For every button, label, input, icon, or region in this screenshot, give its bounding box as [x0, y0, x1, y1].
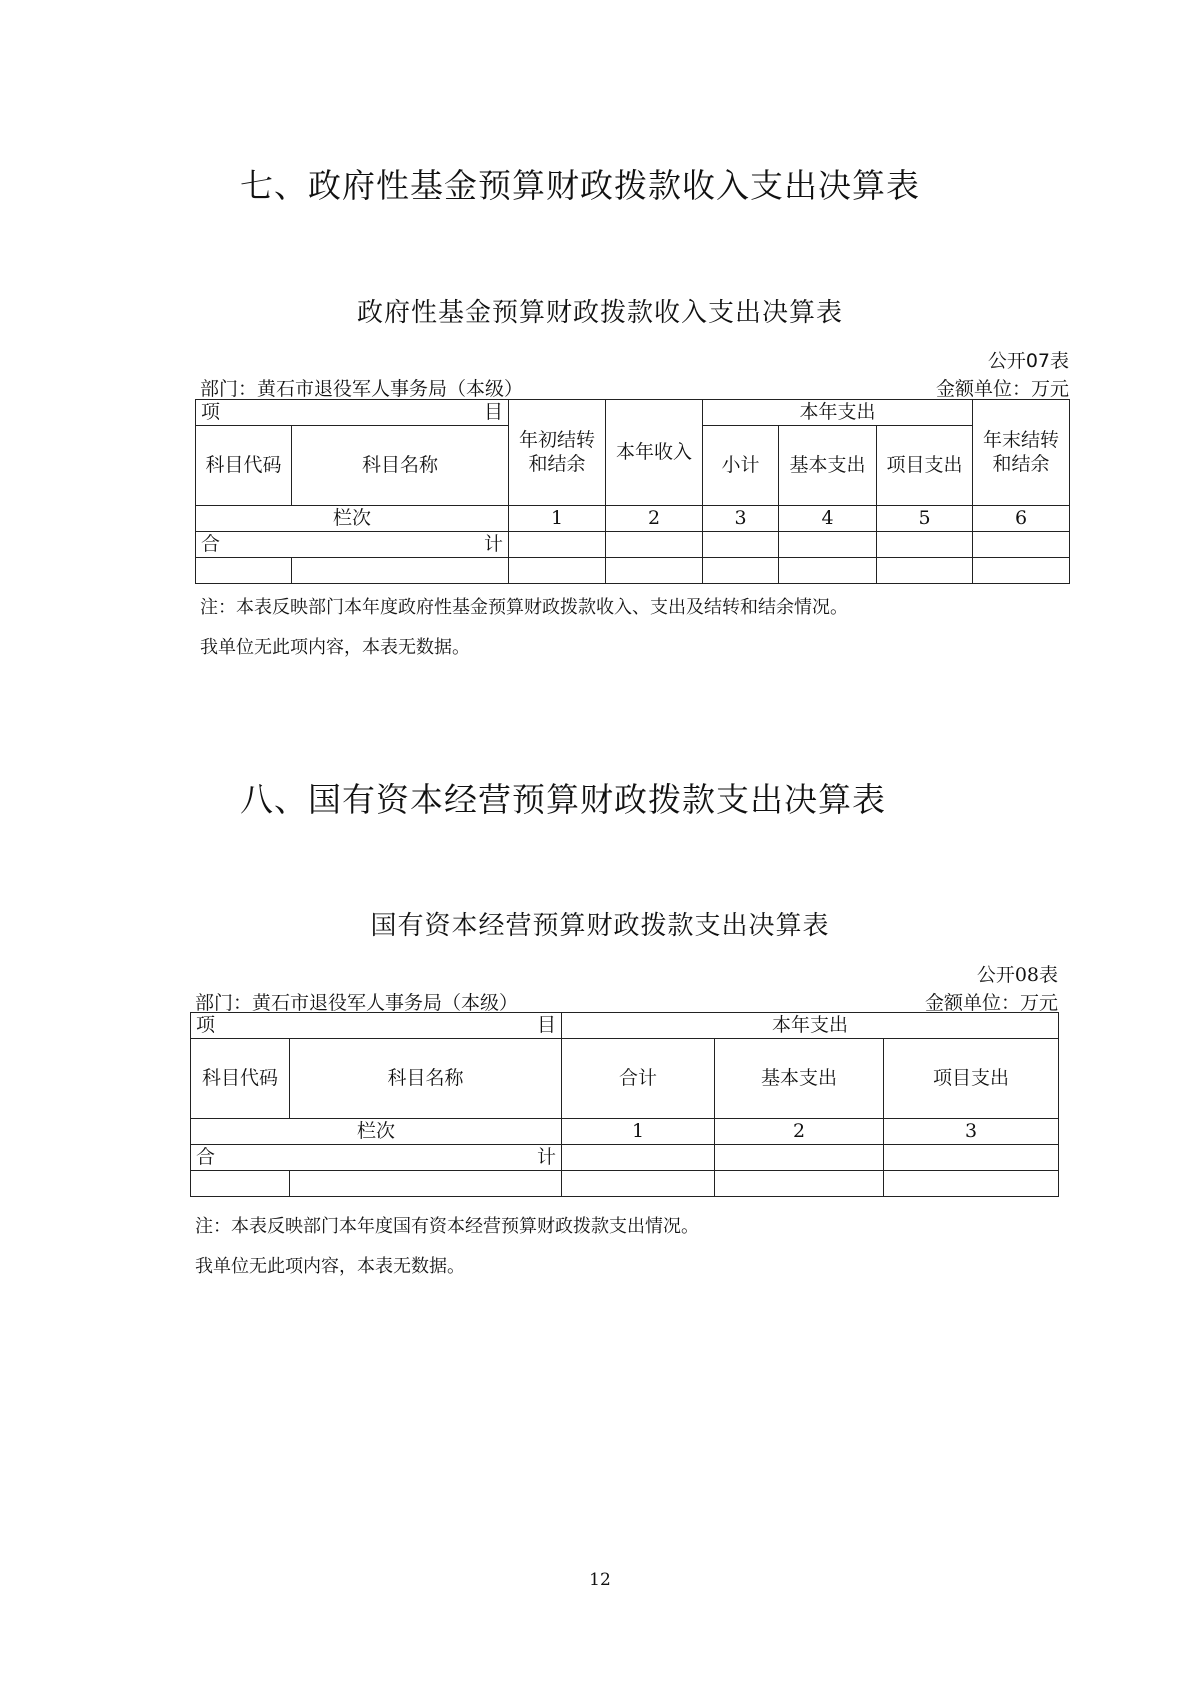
- column-number: 1: [509, 506, 606, 532]
- section8-department: 部门：黄石市退役军人事务局（本级）: [195, 992, 519, 1014]
- table-row: [191, 1171, 1059, 1197]
- column-number: 6: [973, 506, 1070, 532]
- empty-cell: [973, 532, 1070, 558]
- section8-form-number: 公开08表: [976, 964, 1058, 986]
- name-header: 科目名称: [290, 1039, 562, 1119]
- basic-expense-header: 基本支出: [715, 1039, 884, 1119]
- section7-amount-unit: 金额单位：万元: [935, 378, 1069, 400]
- section8-heading: 八、国有资本经营预算财政拨款支出决算表: [240, 780, 886, 819]
- column-number: 4: [779, 506, 877, 532]
- section7-heading: 七、政府性基金预算财政拨款收入支出决算表: [240, 166, 920, 205]
- total-label-left: 合: [196, 1145, 216, 1168]
- empty-cell: [779, 558, 877, 584]
- total-row-label: [196, 532, 509, 558]
- empty-cell: [715, 1145, 884, 1171]
- empty-cell: [703, 558, 779, 584]
- column-number-label: 栏次: [191, 1119, 562, 1145]
- table-row: [191, 1145, 1059, 1171]
- empty-cell: [877, 532, 973, 558]
- code-header: 科目代码: [196, 426, 292, 506]
- table-row: [196, 506, 1070, 532]
- total-header: 合计: [562, 1039, 715, 1119]
- section7-department: 部门：黄石市退役军人事务局（本级）: [200, 378, 524, 400]
- total-row-label: [191, 1145, 562, 1171]
- item-header-left: 项: [196, 1013, 216, 1036]
- column-number: 2: [606, 506, 703, 532]
- section8-table: [190, 1012, 1059, 1197]
- empty-cell: [562, 1145, 715, 1171]
- column-number: 3: [703, 506, 779, 532]
- project-expense-header: 项目支出: [884, 1039, 1059, 1119]
- item-header-right: 目: [483, 400, 503, 423]
- table-row: [196, 532, 1070, 558]
- expense-group-header: 本年支出: [703, 400, 973, 426]
- page-number: 12: [589, 1570, 611, 1590]
- basic-expense-header: 基本支出: [779, 426, 877, 506]
- table-row: [191, 1013, 1059, 1039]
- table-row: [196, 400, 1070, 426]
- empty-cell: [606, 532, 703, 558]
- name-header: 科目名称: [292, 426, 509, 506]
- income-header: 本年收入: [606, 400, 703, 506]
- item-header-cell: [191, 1013, 562, 1039]
- section7-table-title: 政府性基金预算财政拨款收入支出决算表: [356, 298, 843, 328]
- item-header-cell: [196, 400, 509, 426]
- item-header-left: 项: [201, 400, 221, 423]
- empty-cell: [196, 558, 292, 584]
- empty-cell: [509, 532, 606, 558]
- empty-cell: [509, 558, 606, 584]
- section7-table: [195, 399, 1070, 584]
- empty-cell: [884, 1171, 1059, 1197]
- empty-cell: [973, 558, 1070, 584]
- opening-balance-header: 年初结转和结余: [509, 400, 606, 506]
- empty-cell: [715, 1171, 884, 1197]
- closing-balance-header: 年末结转和结余: [973, 400, 1070, 506]
- subtotal-header: 小计: [703, 426, 779, 506]
- empty-cell: [884, 1145, 1059, 1171]
- column-number: 1: [562, 1119, 715, 1145]
- project-expense-header: 项目支出: [877, 426, 973, 506]
- empty-cell: [877, 558, 973, 584]
- empty-cell: [562, 1171, 715, 1197]
- section8-amount-unit: 金额单位：万元: [924, 992, 1058, 1014]
- column-number: 2: [715, 1119, 884, 1145]
- empty-cell: [290, 1171, 562, 1197]
- section8-no-data-note: 我单位无此项内容，本表无数据。: [195, 1256, 465, 1277]
- code-header: 科目代码: [191, 1039, 290, 1119]
- empty-cell: [779, 532, 877, 558]
- table-row: [196, 558, 1070, 584]
- expense-group-header: 本年支出: [562, 1013, 1059, 1039]
- column-number: 3: [884, 1119, 1059, 1145]
- section8-table-title: 国有资本经营预算财政拨款支出决算表: [370, 911, 830, 941]
- section8-note: 注：本表反映部门本年度国有资本经营预算财政拨款支出情况。: [195, 1216, 699, 1237]
- total-label-right: 计: [536, 1145, 556, 1168]
- section7-no-data-note: 我单位无此项内容，本表无数据。: [200, 637, 470, 658]
- empty-cell: [292, 558, 509, 584]
- item-header-right: 目: [536, 1013, 556, 1036]
- table-row: [191, 1039, 1059, 1119]
- empty-cell: [606, 558, 703, 584]
- empty-cell: [191, 1171, 290, 1197]
- table-row: [191, 1119, 1059, 1145]
- column-number-label: 栏次: [196, 506, 509, 532]
- total-label-right: 计: [483, 532, 503, 555]
- total-label-left: 合: [201, 532, 221, 555]
- column-number: 5: [877, 506, 973, 532]
- section7-note: 注：本表反映部门本年度政府性基金预算财政拨款收入、支出及结转和结余情况。: [200, 597, 848, 618]
- empty-cell: [703, 532, 779, 558]
- section7-form-number: 公开07表: [987, 350, 1069, 372]
